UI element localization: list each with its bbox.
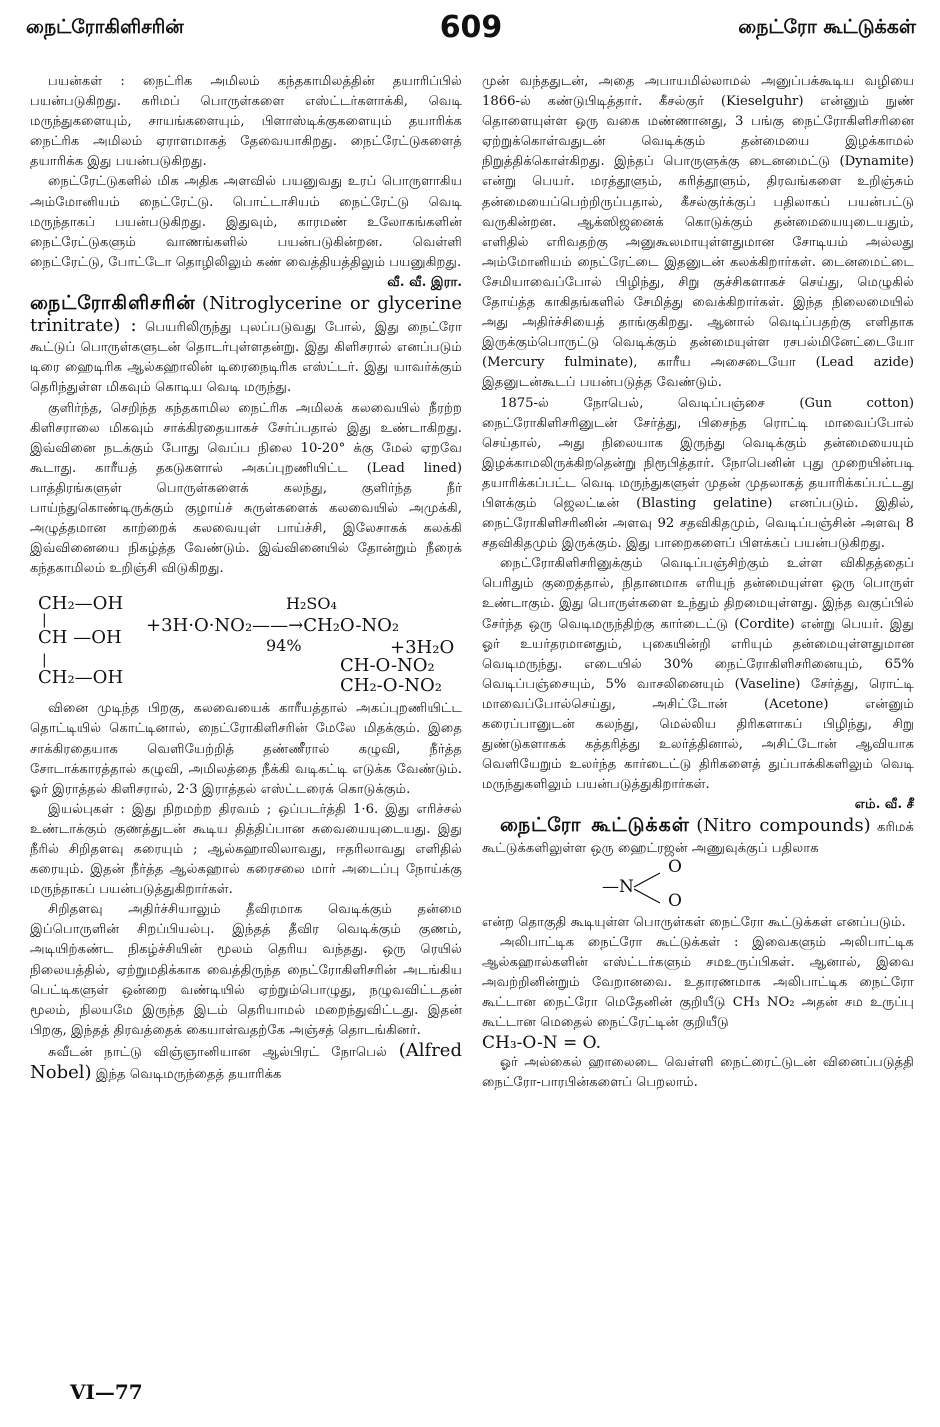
- page-header: [26, 10, 916, 52]
- entry-title-english: (Nitroglycerine or glycerine trinitrate) :: [30, 293, 462, 337]
- eq-product-line: CH₂-O-NO₂: [340, 675, 442, 697]
- chemical-equation: [38, 593, 462, 697]
- left-column: [30, 72, 462, 1085]
- nitro-n: —N: [602, 876, 634, 897]
- entry-title: நைட்ரோ கூட்டுக்கள்: [500, 814, 690, 837]
- paragraph-blasting-gelatine: 1875-ல் நோபெல், வெடிப்பஞ்சை (Gun cotton) நைட்ரோகிளிசரினுடன் சேர்த்து, பிசைந்த ரொட்டி மாவைப்போல் செய்தால், அது நிலையாக இருந்து வெடிக்கும் தன்மையையும் இழக்காமலிருக்கிறதென்று நிரூபித்தார். நோபெனின் புது முறையின்படி தயாரிக்கப்பட்ட வெடி மருந்துகளுள் முதன் முதலாகத் தயாரிக்கப்பட்டது பிளக்கும் ஜெலட்டீன் (Blasting gelatine) எனப்படும். இதில், நைட்ரோகிளிசரினின் அளவு 92 சதவிகிதமும், வெடிப்பஞ்சின் அளவு 8 சதவிகிதமும் இருக்கும். இது பாறைகளைப் பிளக்கப் பயன்படுகிறது.: [482, 395, 914, 552]
- paragraph-properties: இயல்புகள் : இது நிறமற்ற திரவம் ; ஒப்படர்த்தி 1·6. இது எரிச்சல் உண்டாக்கும் குணத்துடன் கூடிய தித்திப்பான சுவையையுடையது. இது நீரில் சிறிதளவு கரையும் ; ஆல்கஹாலிலாவது, ஈதரிலாவது எளிதில் கரையும். இதன் நீர்த்த ஆல்கஹால் கரைசலை மார் அடைப்பு நோய்க்கு மருந்தாகப் பயன்படுத்துகிறார்கள்.: [30, 801, 462, 898]
- nitro-oxygen-top: O: [668, 856, 682, 877]
- eq-yield: 94%: [266, 636, 302, 656]
- eq-bond: |: [42, 652, 47, 669]
- paragraph-cordite: நைட்ரோகிளிசரினுக்கும் வெடிப்பஞ்சிற்கும் உள்ள விகிதத்தைப் பெரிதும் குறைத்தால், நிதானமாக எரியுந் தன்மையுள்ள ஒரு பொருள் உண்டாகும். இது பொருள்களை உந்தும் திறமையுள்ளது. இந்த வகுப்பில் சேர்ந்த ஒரு வெடிமருந்திற்கு கார்டைட்டு (Cordite) என்று பெயர். இது ஓர் உயர்தரமானதும், புகையின்றி எரியும் தன்மையுள்ளதுமான வெடிமருந்து. எடையில் 30% நைட்ரோகிளிசரினையும், 65% வெடிப்பஞ்சையும், 5% வாசலினையும் (Vaseline) சேர்த்து, ரொட்டி மாவைப்போல்செய்து, அசிட்டோன் (Acetone) என்னும் கரைப்பானுடன் கலந்து, மெல்லிய திரிகளாகப் பிழிந்து, சிறு துண்டுகளாகக் கத்தரித்து உலர்த்தினால், அசிட்டோன் ஆவியாக வெளியேறும் உலர்ந்த கார்டைட்டு திரிகளைத் துப்பாக்கிகளிலும் வெடி மருந்துகளிலும் பயன்படுத்துகிறார்கள்.: [482, 556, 914, 793]
- paragraph-explosiveness: சிறிதளவு அதிர்ச்சியாலும் தீவிரமாக வெடிக்கும் தன்மை இப்பொருளின் சிறப்பியல்பு. இந்தத் தீவிர வெடிக்கும் குணம், அடியிற்கண்ட நிகழ்ச்சியின் மூலம் தெரிய வந்தது. ஒரு ரெயில் நிலையத்தில், ஏற்றுமதிக்காக வைத்திருந்த நைட்ரோகிளிசரின் அடங்கிய பெட்டிகளுள் ஒன்றை வண்டியில் ஏற்றும்பொழுது, நழுவவிட்டதன் மூலம், நிலயமே இருந்த இடம் தெரியாமல் மறைந்துவிட்டது. இதன் பிறகு, இந்தத் திரவத்தைக் கையாள்வதற்கே அஞ்சத் தொடங்கினர்.: [30, 902, 462, 1038]
- paragraph-aliphatic-nitro: அலிபாட்டிக நைட்ரோ கூட்டுக்கள் : இவைகளும் அலிபாட்டிக ஆல்கஹால்களின் எஸ்ட்டர்களும் சமஉருப்பிகள். ஆனால், இவை அவற்றினின்றும் வேறானவை. உதாரணமாக அலிபாட்டிக நைட்ரோ கூட்டான நைட்ரோ மெதேனின் குறியீடு CH₃ NO₂ அதன் சம உருப்பு கூட்டான மெதைல் நைட்ரேட்டின் குறியீடு: [482, 934, 914, 1031]
- paragraph-nobel: [30, 1041, 462, 1085]
- nitro-oxygen-bottom: O: [668, 890, 682, 911]
- volume-page-mark: VI—77: [70, 1380, 143, 1404]
- page-number: 609: [439, 10, 503, 45]
- definition-tail: என்ற தொகுதி கூடியுள்ள பொருள்கள் நைட்ரோ கூட்டுக்கள் எனப்படும்.: [482, 914, 906, 930]
- author-signature: எம். வீ. சீ: [854, 797, 914, 813]
- running-head-right: நைட்ரோ கூட்டுக்கள்: [738, 16, 916, 38]
- right-column: [482, 72, 914, 1094]
- nobel-text-tail: இந்த வெடிமருந்தைத் தயாரிக்க: [95, 1067, 282, 1083]
- entry-title: நைட்ரோகிளிசரின்: [30, 292, 196, 315]
- paragraph-uses: பயன்கள் : நைட்ரிக அமிலம் கந்தகாமிலத்தின் தயாரிப்பில் பயன்படுகிறது. கரிமப் பொருள்களை எஸ்ட்டர்களாக்கி, வெடி மருந்துகளையும், சாயங்களையும், பிளாஸ்டிக்குகளையும் தயாரிக்க நைட்ரிக அமிலம் ஏராளமாகத் தேவையாகிறது. நைட்ரேட்டுகளைத் தயாரிக்க இது பயன்படுகிறது.: [30, 74, 462, 170]
- running-head-left: நைட்ரோகிளிசரின்: [26, 16, 184, 38]
- nobel-name-english: (Alfred Nobel): [30, 1039, 462, 1084]
- nobel-text: சுவீடன் நாட்டு விஞ்ஞானியான ஆல்பிரட் நோபெல்: [48, 1044, 387, 1060]
- entry-heading-nitro-compounds: [482, 815, 914, 858]
- eq-bond: |: [42, 612, 47, 629]
- paragraph-nitrates: நைட்ரேட்டுகளில் மிக அதிக அளவில் பயனுவது உரப் பொருளாகிய அம்மோனியம் நைட்ரேட்டு. பொட்டாசியம் நைட்ரேட்டு வெடி மருந்தாகப் பயன்படுகிறது. இதுவும், காரமண் உலோகங்களின் நைட்ரேட்டுகளும் வாணங்களில் பயன்படுகின்றன. வெள்ளி நைட்ரேட்டு, போட்டோ தொழிலிலும் கண் வைத்தியத்திலும் பயனுகிறது.: [30, 174, 462, 270]
- eq-term: CH —OH: [38, 627, 122, 649]
- eq-product-line: CH-O-NO₂: [340, 655, 435, 677]
- paragraph-purification: வினை முடிந்த பிறகு, கலவையைக் காரீயத்தால் அகப்புறணியிட்ட தொட்டியில் கொட்டினால், நைட்ரோகிளிசரின் மேலே மிதக்கும். இதை சாக்கிரதையாக வெளியேற்றித் தண்ணீரால் கழுவி, நீர்த்த சோடாக்காரத்தால் கழுவி, அமிலத்தை நீக்கி வடிகட்டி எடுக்க வேண்டும். ஓர் இராத்தல் கிளிசரால், 2·3 இராத்தல் எஸ்ட்டரைக் கொடுக்கும்.: [30, 701, 462, 797]
- paragraph-preparation-nitroparaffins: ஓர் அல்கைல் ஹாலைடை வெள்ளி நைட்ரைட்டுடன் வினைப்படுத்தி நைட்ரோ-பாரபின்களைப் பெறலாம்.: [482, 1055, 914, 1091]
- eq-term: CH₂—OH: [38, 667, 124, 689]
- definition-text: கரிமக் கூட்டுக்களிலுள்ள ஒரு ஹைட்ரஜன் அணுவுக்குப் பதிலாக: [482, 820, 914, 856]
- eq-water: +3H₂O: [390, 637, 455, 659]
- entry-title-english: (Nitro compounds): [696, 815, 871, 837]
- nitro-group-formula: [482, 856, 914, 911]
- eq-reaction: +3H·O·NO₂——→CH₂O-NO₂: [146, 615, 400, 637]
- nitro-bonds: [632, 867, 666, 907]
- paragraph-dynamite: முன் வந்ததுடன், அதை அபாயமில்லாமல் அனுப்பக்கூடிய வழியை 1866-ல் கண்டுபிடித்தார். கீசல்குர் (Kieselguhr) என்னும் நுண் தொளையுள்ள ஒரு வகை மண்ணானது, 3 பங்கு நைட்ரோகிளிசரினை ஏற்றுக்கொள்வதுடன் வெடிக்கும் தன்மையை இழக்காமல் நிறுத்திக்கொள்கிறது. இந்தப் பொருளுக்கு டைனமைட்டு (Dynamite) என்று பெயர். மரத்தூளும், கரித்தூளும், திரவங்களை உறிஞ்சும் தன்மையைப்பெற்றிருப்பதால், கீசல்குர்க்குப் பதிலாகப் பயன்பட்டு வருகின்றன. ஆக்ஸிஜனைக் கொடுக்கும் தன்மையையுடையதும், எளிதில் எரிவதற்கு அனுகூலமாயுள்ளதுமான சோடியம் அல்லது அம்மோனியம் நைட்ரேட்டை இதனுடன் கலக்கிறார்கள். டைனமைட்டை சேமியாவைப்போல் பிழிந்து, சிறு குச்சிகளாகச் செய்து, மெழுகில் தோய்த்த காகிதங்களில் சேமித்து வைக்கிறார்கள். இந்த நிலைமையில் அது அதிர்ச்சியைத் தாங்குகிறது. ஆனால் வெடிப்பதற்கு எளிதாக இருக்கும்பொருட்டு வெடிக்கும் தன்மையுள்ள ரசபல்மினேட்டையோ (Mercury fulminate), காரீய அசைடையோ (Lead azide) இதனுடன்கூடப் பயன்படுத்த வேண்டும்.: [482, 74, 914, 391]
- eq-catalyst: H₂SO₄: [286, 594, 337, 614]
- eq-term: CH₂—OH: [38, 593, 124, 615]
- entry-heading-nitroglycerine: [30, 293, 462, 398]
- paragraph-preparation: குளிர்ந்த, செறிந்த கந்தகாமில நைட்ரிக அமிலக் கலவையில் நீரற்ற கிளிசராலை மிகவும் சாக்கிரதையாகச் சேர்ப்பதால் இது உண்டாகிறது. இவ்வினை நடக்கும் போது வெப்ப நிலை 10-20° க்கு மேல் ஏறவே கூடாது. காரீயத் தகடுகளால் அகப்புறணியிட்ட (Lead lined) பாத்திரங்களுள் பொருள்களைக் கலந்து, குளிர்ந்த நீர் பாய்ந்துகொண்டிருக்கும் குழாய்ச் சுருள்களைக் கலவையில் அமுக்கி, அழுத்தமான காற்றைக் கலவையுள் பாய்ச்சி, இலேசாகக் கலக்கி இவ்வினையை நிகழ்த்த வேண்டும். இவ்வினையில் தோன்றும் நீரைக் கந்தகாமிலம் உறிஞ்சி விடுகிறது.: [30, 400, 462, 577]
- paragraph-definition: பெயரிலிருந்து புலப்படுவது போல், இது நைட்ரோ கூட்டுப் பொருள்களுடன் தொடர்புள்ளதன்று. இது கிளிசரால் எனப்படும் டிரை ஹைடிரிக ஆல்கஹாலின் டிரைநைடிரிக எஸ்ட்டர். இது யாவர்க்கும் தெரிந்துள்ள மிகவும் கொடிய வெடி மருந்து.: [30, 320, 462, 396]
- author-signature: வீ. வீ. இரா.: [387, 274, 462, 290]
- methyl-nitrite-formula: CH₃-O-N = O.: [482, 1033, 601, 1054]
